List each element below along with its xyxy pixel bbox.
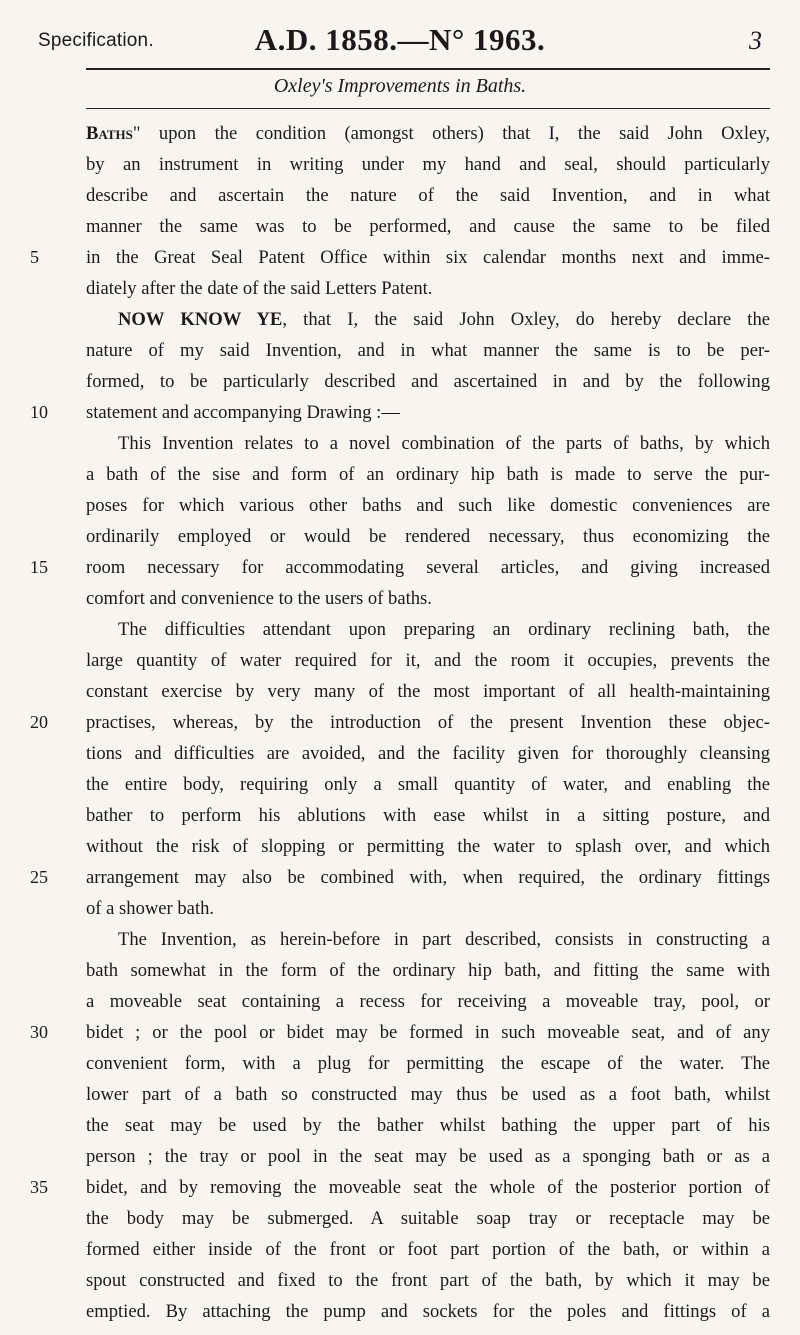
text-line-10: 10 statement and accompanying Drawing :—	[86, 397, 770, 428]
body-text	[30, 118, 771, 1327]
text-line-1: Baths" upon the condition (amongst others) that I, the said John Oxley,	[86, 123, 770, 144]
text-line-15: 15 room necessary for accommodating several articles, and giving increased	[86, 552, 770, 583]
header-rule-top	[86, 68, 770, 70]
text-line-38: spout constructed and fixed to the front part of the bath, by which it may be	[86, 1270, 770, 1291]
small-caps-lead: Baths	[86, 123, 133, 144]
line-number: 20	[30, 712, 48, 732]
text-line-20: 20 practises, whereas, by the introduction of the present Invention these objec-	[86, 707, 770, 738]
header-rule-bottom	[86, 108, 770, 109]
text-line-25: 25 arrangement may also be combined with, when required, the ordinary fittings	[86, 862, 770, 893]
running-subtitle: Oxley's Improvements in Baths.	[273, 75, 527, 97]
text-line-22: the entire body, requiring only a small quantity of water, and enabling the	[86, 774, 770, 795]
text-line-16: comfort and convenience to the users of baths.	[86, 588, 432, 609]
text-line-12: a bath of the sise and form of an ordinary hip bath is made to serve the pur-	[86, 464, 770, 485]
text-line-11: This Invention relates to a novel combination of the parts of baths, by which	[118, 433, 770, 454]
text-line-31: convenient form, with a plug for permitting the escape of the water. The	[86, 1053, 770, 1074]
line-number: 30	[30, 1022, 48, 1042]
text-line-33: the seat may be used by the bather whilst bathing the upper part of his	[86, 1115, 770, 1136]
line-number: 35	[30, 1177, 48, 1197]
text-line-9: formed, to be particularly described and ascertained in and by the following	[86, 371, 770, 392]
line-number: 25	[30, 867, 48, 887]
line-number: 10	[30, 402, 48, 422]
text-line-18: large quantity of water required for it, and the room it occupies, prevents the	[86, 650, 770, 671]
text-line-23: bather to perform his ablutions with ease whilst in a sitting posture, and	[86, 805, 770, 826]
text-line-17: The difficulties attendant upon preparing an ordinary reclining bath, the	[118, 619, 770, 640]
text-line-8: nature of my said Invention, and in what manner the same is to be per-	[86, 340, 770, 361]
text-line-30: 30 bidet ; or the pool or bidet may be formed in such moveable seat, and of any	[86, 1017, 770, 1048]
text-line-32: lower part of a bath so constructed may thus be used as a foot bath, whilst	[86, 1084, 770, 1105]
text-line-27: The Invention, as herein-before in part described, consists in constructing a	[118, 929, 770, 950]
header-title: A.D. 1858.—N° 1963.	[254, 22, 546, 57]
text-line-19: constant exercise by very many of the most important of all health-maintaining	[86, 681, 770, 702]
text-line-28: bath somewhat in the form of the ordinary hip bath, and fitting the same with	[86, 960, 770, 981]
text-line-3: describe and ascertain the nature of the said Invention, and in what	[86, 185, 770, 206]
text-line-26: of a shower bath.	[86, 898, 215, 919]
text-line-6: diately after the date of the said Letters Patent.	[86, 278, 433, 299]
header-specification-label: Specification.	[38, 30, 154, 51]
text-line-4: manner the same was to be performed, and cause the same to be filed	[86, 216, 770, 237]
bold-lead: NOW KNOW YE	[118, 309, 283, 330]
text-line-39: emptied. By attaching the pump and sockets for the poles and fittings of a	[86, 1301, 770, 1322]
text-line-36: the body may be submerged. A suitable soap tray or receptacle may be	[86, 1208, 770, 1229]
text-line-24: without the risk of slopping or permitting the water to splash over, and which	[86, 836, 770, 857]
text-line-7: NOW KNOW YE, that I, the said John Oxley, do hereby declare the	[118, 309, 771, 330]
text-line-14: ordinarily employed or would be rendered necessary, thus economizing the	[86, 526, 770, 547]
text-line-21: tions and difficulties are avoided, and the facility given for thoroughly cleansing	[86, 743, 770, 764]
text-line-37: formed either inside of the front or foot part portion of the bath, or within a	[86, 1239, 770, 1260]
text-line-35: 35 bidet, and by removing the moveable seat the whole of the posterior portion of	[86, 1172, 770, 1203]
text-line-13: poses for which various other baths and such like domestic conveniences are	[86, 495, 770, 516]
page-header	[0, 22, 800, 62]
text-line-2: by an instrument in writing under my hand and seal, should particularly	[86, 154, 770, 175]
line-number: 15	[30, 557, 48, 577]
text-line-5: 5 in the Great Seal Patent Office within six calendar months next and imme-	[86, 242, 770, 273]
text-line-34: person ; the tray or pool in the seat may be used as a sponging bath or as a	[86, 1146, 770, 1167]
line-number: 5	[30, 247, 39, 267]
page-number: 3	[749, 26, 762, 55]
text-line-29: a moveable seat containing a recess for receiving a moveable tray, pool, or	[86, 991, 770, 1012]
